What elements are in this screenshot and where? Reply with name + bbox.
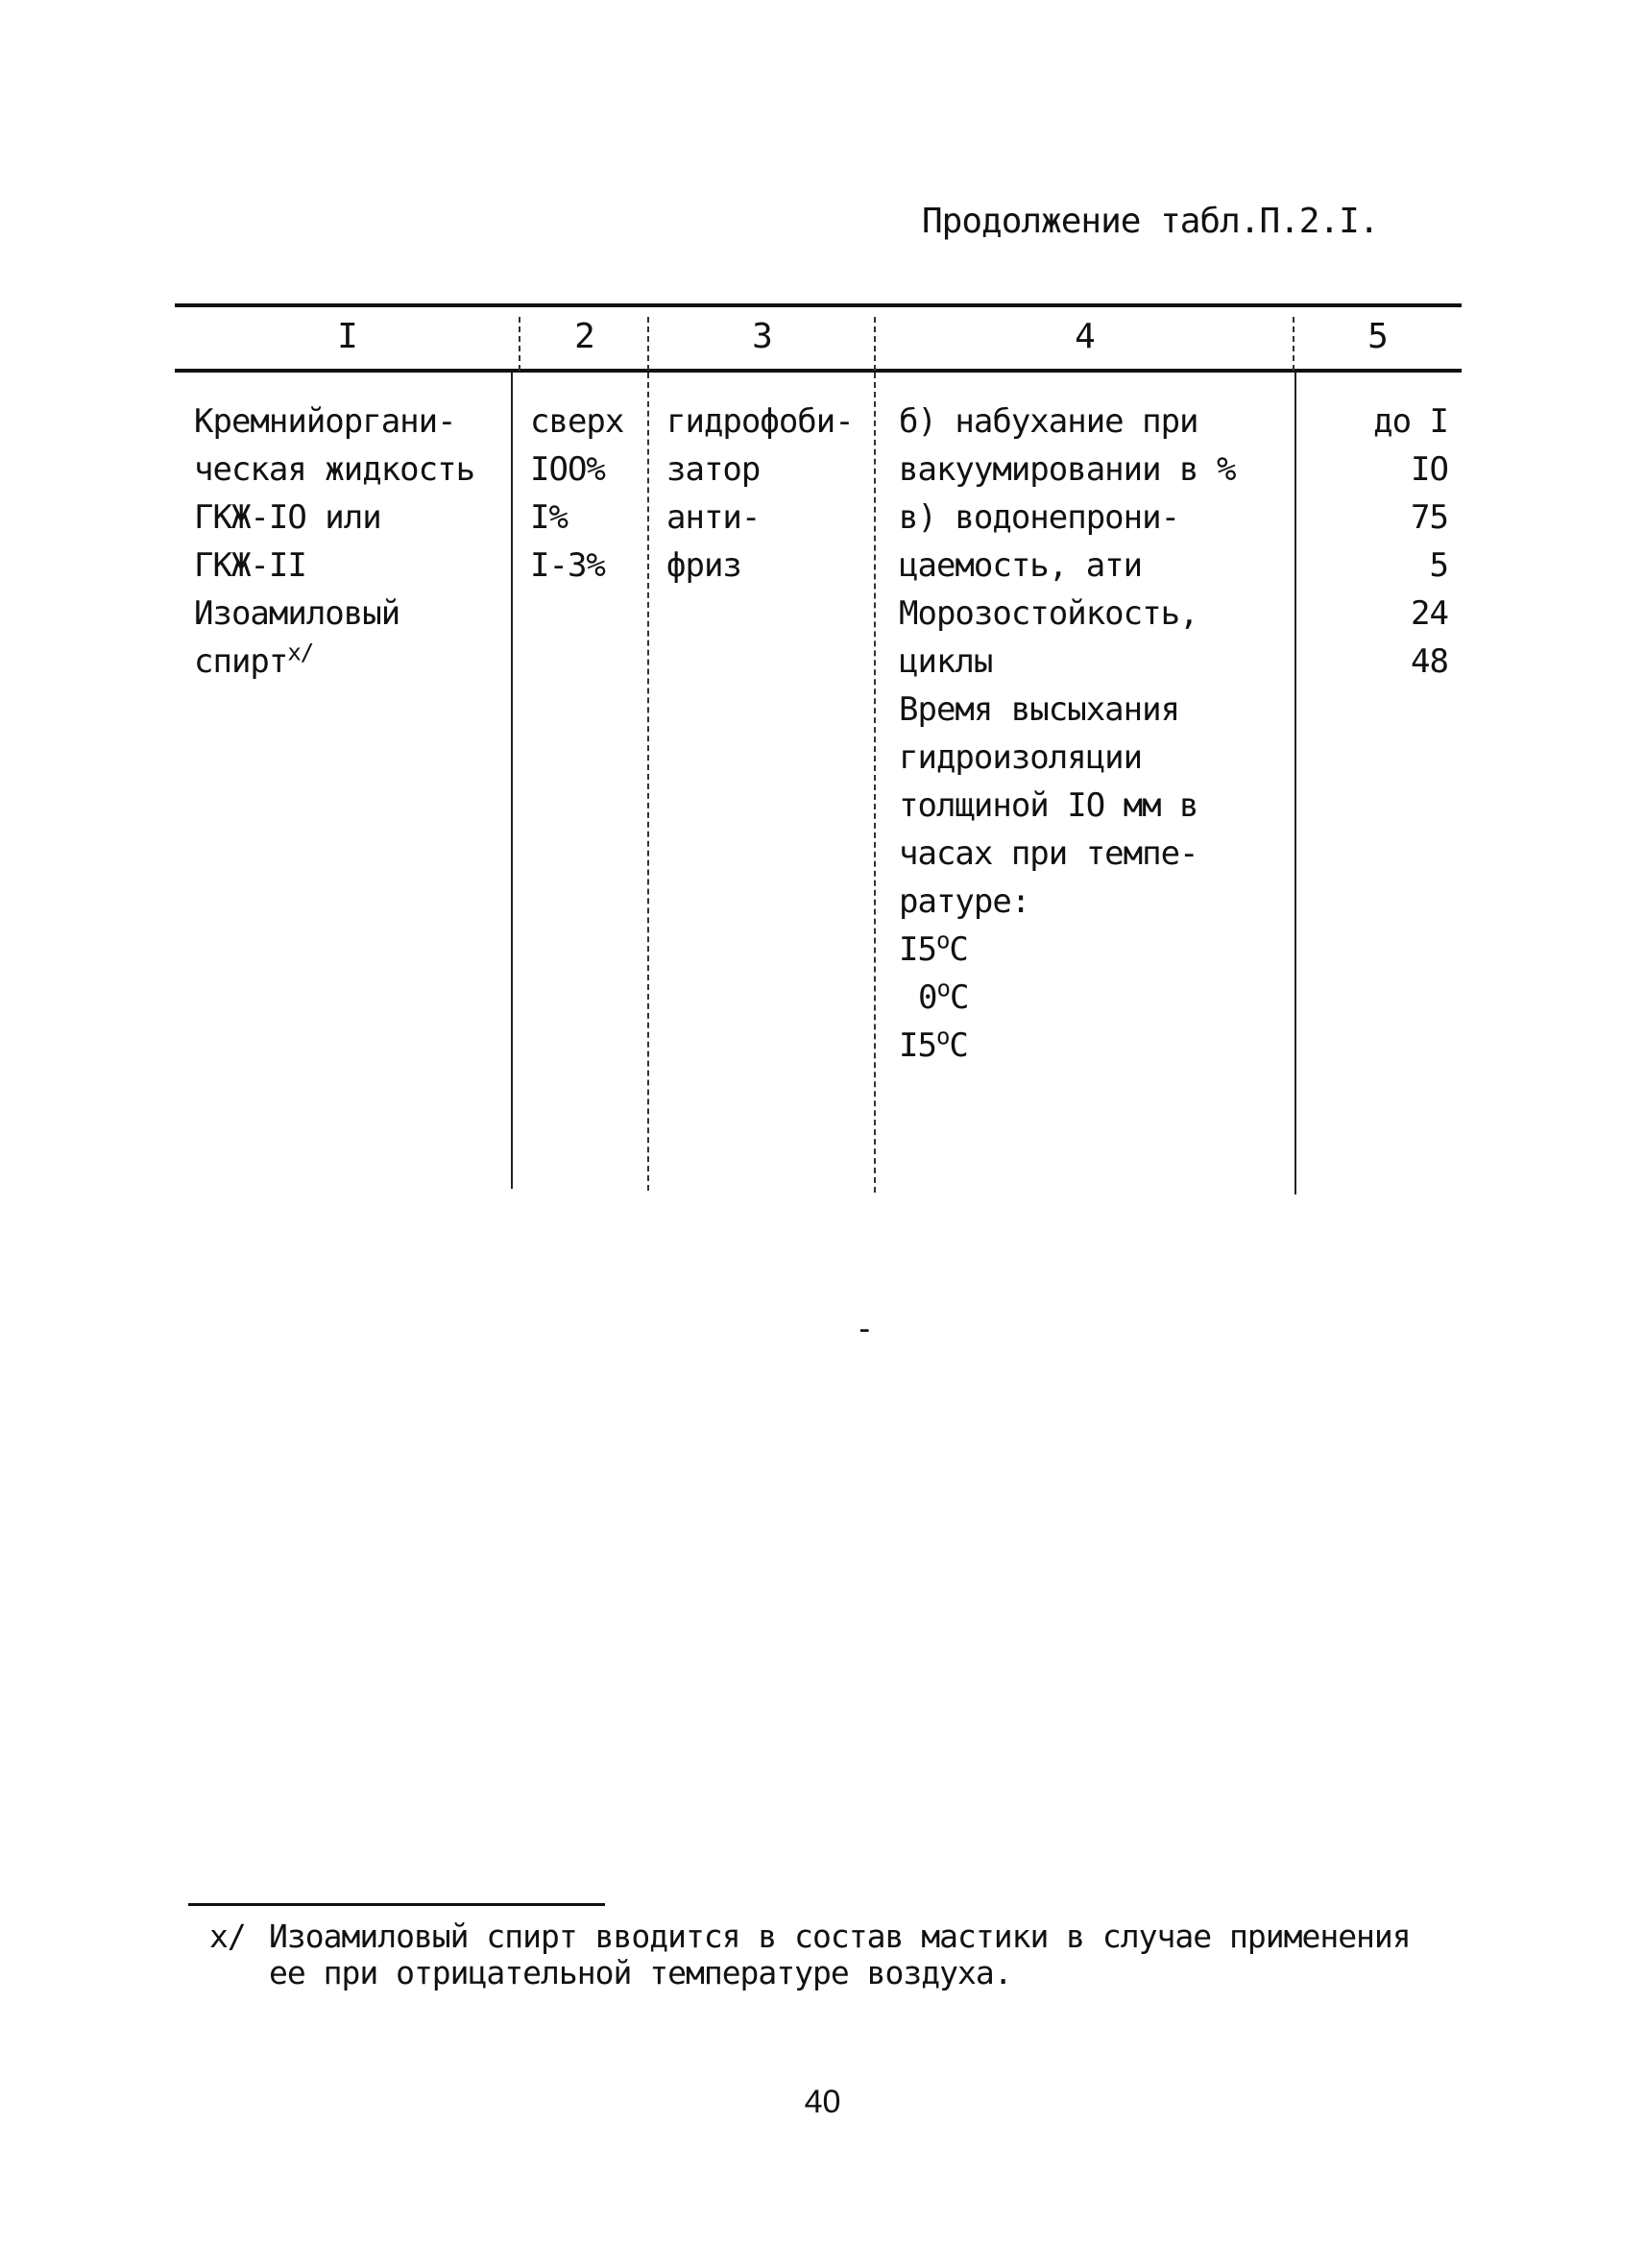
temperature-value: 0 <box>918 978 937 1017</box>
header-col-4: 4 <box>1075 317 1096 356</box>
table-cell: Морозостойкость, <box>899 594 1198 633</box>
table-cell: сверх <box>530 402 624 441</box>
table-cell: вакуумировании в % <box>899 450 1236 489</box>
column-divider-1 <box>519 317 520 371</box>
table-cell: 75 <box>1411 498 1448 537</box>
temperature-row <box>899 926 1293 974</box>
column-3-cells <box>666 398 874 590</box>
table-cell: затор <box>666 450 761 489</box>
table-cell: б) набухание при <box>899 402 1198 441</box>
table-cell: ческая жидкость <box>194 450 475 489</box>
table-cell: гидрофоби- <box>666 402 854 441</box>
table-cell: I-3% <box>530 546 605 585</box>
temperature-unit: С <box>949 978 969 1017</box>
table-cell: гидроизоляции <box>899 738 1143 777</box>
header-col-3: 3 <box>752 317 773 356</box>
table-cell: 24 <box>1411 594 1448 633</box>
table-cell: цаемость, ати <box>899 546 1143 585</box>
table-cell: Изоамиловый <box>194 594 400 633</box>
minus-sign: - <box>855 1310 875 1348</box>
temperature-row <box>899 1022 1293 1070</box>
footnote-mark: x/ <box>209 1918 246 1955</box>
column-divider-2 <box>647 317 649 371</box>
table-cell: анти- <box>666 498 761 537</box>
header-rule <box>175 369 1462 373</box>
table-cell: часах при темпе- <box>899 834 1198 873</box>
table-cell: 5 <box>1429 546 1448 585</box>
column-divider-3-body <box>874 373 876 1193</box>
footnote-rule <box>188 1903 605 1906</box>
table-cell: ратуре: <box>899 882 1030 921</box>
table-cell: спирт <box>194 642 288 681</box>
temperature-value: I5 <box>899 1026 936 1065</box>
table-cell: ГКЖ-IO или <box>194 498 381 537</box>
temperature-unit: С <box>949 930 968 969</box>
table-cell: Кремнийоргани- <box>194 402 456 441</box>
header-col-5: 5 <box>1367 317 1389 356</box>
temperature-unit: С <box>949 1026 968 1065</box>
table-cell: в) водонепрони- <box>899 498 1180 537</box>
degree-sign: o <box>935 1023 950 1050</box>
table-cell-with-footnote <box>194 638 511 686</box>
table-cell: толщиной IO мм в <box>899 786 1198 825</box>
column-4-cells <box>899 398 1293 1070</box>
column-divider-4-body <box>1294 373 1296 1194</box>
degree-sign: o <box>935 927 950 954</box>
footnote-reference: x/ <box>287 639 314 666</box>
table-cell: IOO% <box>530 450 605 489</box>
table-cell: фриз <box>666 546 741 585</box>
column-divider-4 <box>1293 317 1294 371</box>
column-1-cells <box>194 398 511 686</box>
table-cell: IO <box>1411 450 1448 489</box>
temperature-row <box>899 974 1293 1022</box>
table-cell: 48 <box>1411 642 1448 681</box>
table-caption: Продолжение табл.П.2.I. <box>922 202 1379 241</box>
header-col-1: I <box>337 317 358 356</box>
top-rule <box>175 303 1462 307</box>
temperature-value: I5 <box>899 930 936 969</box>
table-cell: циклы <box>899 642 993 681</box>
column-divider-2-body <box>647 373 649 1191</box>
column-divider-3 <box>874 317 876 371</box>
table-cell: Время высыхания <box>899 690 1180 729</box>
degree-sign: o <box>936 975 950 1002</box>
column-divider-1-body <box>511 373 513 1189</box>
column-5-cells <box>1304 398 1448 686</box>
column-2-cells <box>530 398 645 590</box>
footnote-text: Изоамиловый спирт вводится в состав мастики в случае применения ее при отрицательной температуре воздуха. <box>269 1918 1411 1991</box>
table-cell: I% <box>530 498 568 537</box>
table-cell: ГКЖ-II <box>194 546 306 585</box>
header-col-2: 2 <box>574 317 595 356</box>
table-cell: до I <box>1373 402 1448 441</box>
page-number: 40 <box>804 2084 841 2120</box>
